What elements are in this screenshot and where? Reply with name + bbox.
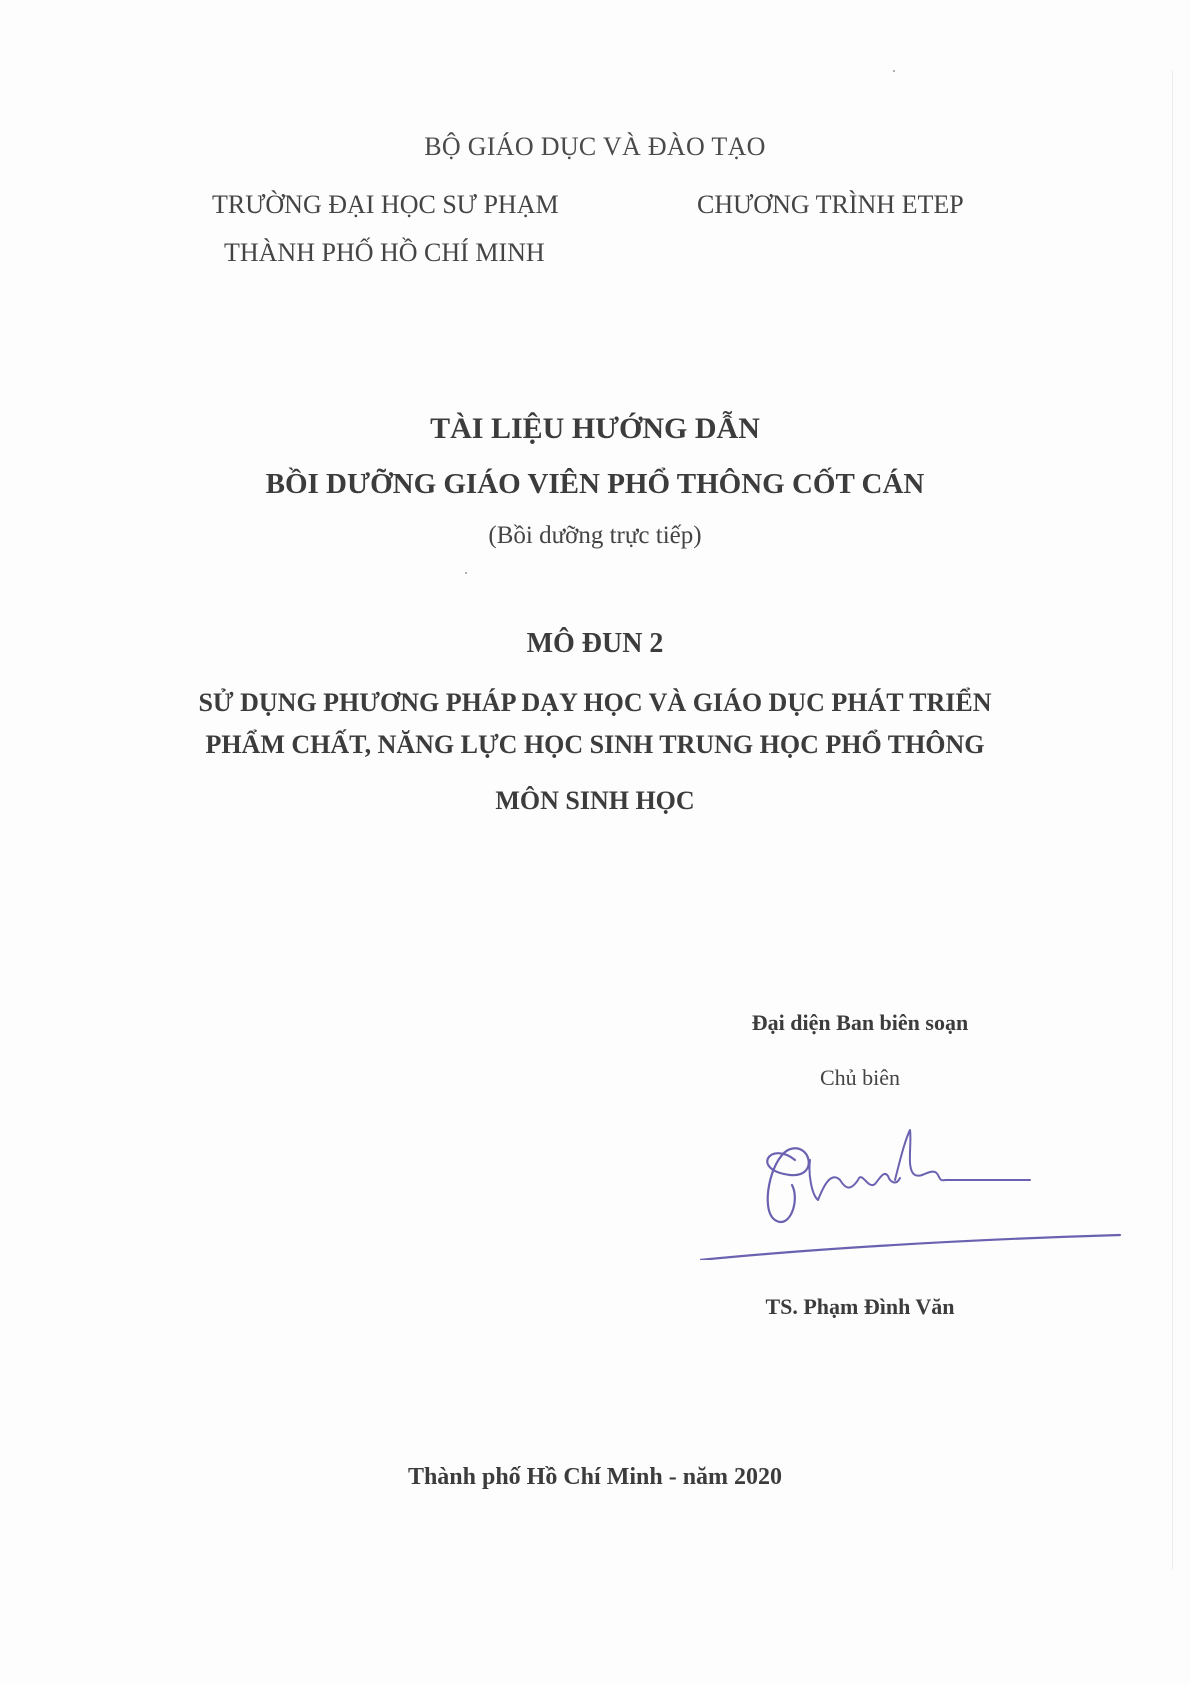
module-name-line2: PHẨM CHẤT, NĂNG LỰC HỌC SINH TRUNG HỌC PHỔ THÔNG (205, 730, 985, 759)
author-name: TS. Phạm Đình Văn (765, 1294, 955, 1319)
scan-speck (893, 70, 895, 72)
place-and-date: Thành phố Hồ Chí Minh - năm 2020 (407, 1464, 783, 1490)
module-name-line3: MÔN SINH HỌC (495, 786, 695, 815)
document-subtitle: BỒI DƯỠNG GIÁO VIÊN PHỔ THÔNG CỐT CÁN (265, 468, 925, 500)
document-title: TÀI LIỆU HƯỚNG DẪN (430, 412, 760, 445)
module-name-line1: SỬ DỤNG PHƯƠNG PHÁP DẠY HỌC VÀ GIÁO DỤC PHÁT TRIỂN (198, 688, 992, 717)
document-mode: (Bồi dưỡng trực tiếp) (488, 522, 702, 549)
signature-representative: Đại diện Ban biên soạn (751, 1010, 969, 1035)
program-name: CHƯƠNG TRÌNH ETEP (697, 190, 964, 219)
signature-role: Chủ biên (819, 1065, 901, 1090)
university-name-line2: THÀNH PHỐ HỒ CHÍ MINH (224, 238, 545, 267)
ministry-name: BỘ GIÁO DỤC VÀ ĐÀO TẠO (424, 132, 766, 161)
university-name-line1: TRƯỜNG ĐẠI HỌC SƯ PHẠM (212, 190, 559, 219)
scan-speck (465, 572, 467, 574)
module-label: MÔ ĐUN 2 (526, 628, 664, 659)
scan-edge-shadow (1172, 70, 1173, 1570)
handwritten-signature (700, 1100, 1130, 1260)
